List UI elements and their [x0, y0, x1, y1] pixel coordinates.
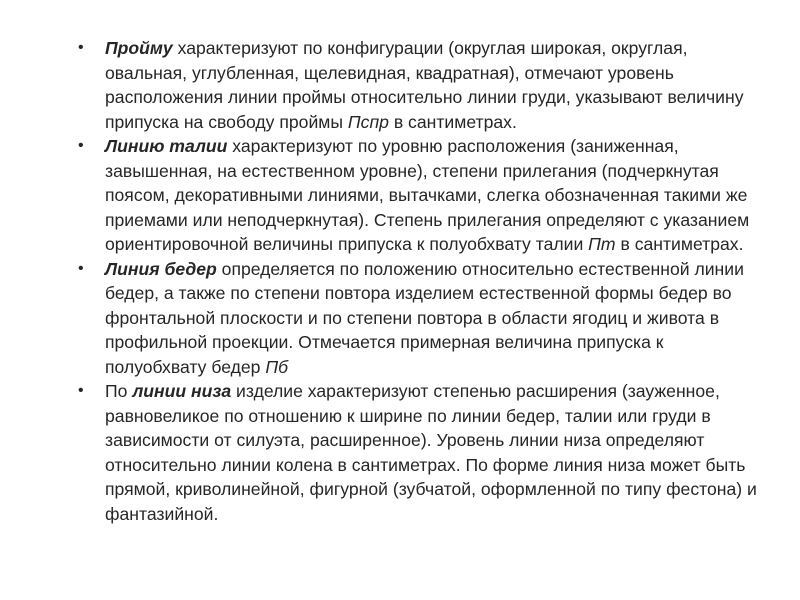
item-text: характеризуют по уровню расположения (заниженная, завышенная, на естественном уровне), степени прилегания (подчеркнутая поясом, декоративными линиями, вытачками, слегка обозначенная такими же приемами или неподчеркнутая). Степень прилегания определяют с указанием ориентировочной величины припуска к полуобхвату талии — [105, 136, 750, 254]
bullet-icon: • — [78, 259, 84, 277]
item-text: изделие характеризуют степенью расширения (зауженное, равновеликое по отношению к ширине по линии бедер, талии или груди в зависимости от силуэта, расширенное). Уровень линии низа определяют относительно линии колена в сантиметрах. По форме линия низа может быть прямой, криволинейной, фигурной (зубчатой, оформленной по типу фестона) и фантазийной. — [105, 381, 757, 524]
item-text-end: в сантиметрах. — [615, 234, 744, 254]
allowance-abbr: Пб — [265, 356, 288, 377]
item-prefix: По — [105, 381, 133, 401]
term-hemline: линии низа — [132, 381, 232, 401]
term-hipline: Линия бедер — [105, 258, 217, 279]
bullet-item-hipline — [78, 257, 768, 380]
bullet-icon: • — [78, 382, 84, 399]
bullet-list — [78, 36, 768, 526]
item-text-end: в сантиметрах. — [388, 111, 517, 132]
term-armhole: Пройму — [105, 38, 173, 58]
term-waistline: Линию талии — [105, 136, 228, 156]
allowance-abbr: Пт — [588, 234, 616, 254]
bullet-item-armhole — [78, 36, 768, 134]
bullet-item-hemline — [78, 379, 768, 526]
allowance-abbr: Пспр — [347, 111, 389, 132]
item-text: характеризуют по конфигурации (округлая широкая, округлая, овальная, углубленная, щелевидная, квадратная), отмечают уровень расположения линии проймы относительно линии груди, указывают величину припуска на свободу проймы — [105, 38, 744, 132]
bullet-icon: • — [78, 137, 84, 154]
bullet-icon: • — [78, 39, 84, 56]
bullet-item-waistline — [78, 134, 768, 257]
item-text: определяется по положению относительно естественной линии бедер, а также по степени повтора изделием естественной формы бедер во фронтальной плоскости и по степени повтора в области ягодиц и живота в профильной проекции. Отмечается примерная величина припуска к полуобхвату бедер — [105, 258, 744, 377]
